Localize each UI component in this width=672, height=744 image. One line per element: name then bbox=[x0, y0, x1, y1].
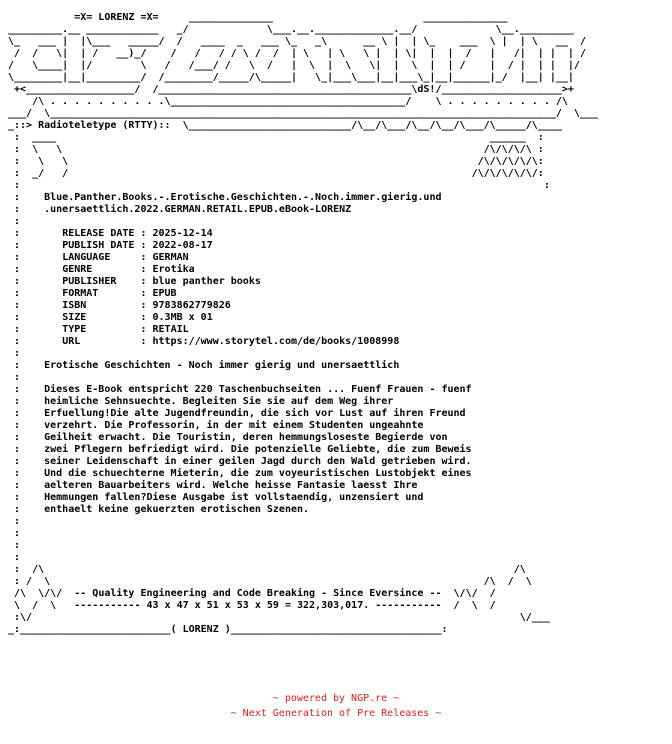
info-key-language: LANGUAGE bbox=[62, 252, 111, 263]
info-value-genre: Erotika bbox=[152, 264, 195, 275]
description-line: zwei Pflegern befriedigt wird. Die potenzielle Geliebte, die zum Beweis bbox=[44, 444, 472, 455]
info-value-format: EPUB bbox=[152, 288, 177, 299]
description-line: Dieses E-Book entspricht 220 Taschenbuchseiten ... Fuenf Frauen - fuenf bbox=[44, 384, 472, 395]
book-title: Erotische Geschichten - Noch immer gierig und unersaettlich bbox=[44, 360, 400, 371]
release-name-line-1: Blue.Panther.Books.-.Erotische.Geschichten.-.Noch.immer.gierig.und bbox=[44, 192, 442, 203]
signature: ( LORENZ ) bbox=[170, 624, 231, 635]
info-key-genre: GENRE bbox=[62, 264, 93, 275]
description-line: verzehrt. Die Professorin, in der mit einem Studenten ungeahnte bbox=[44, 420, 424, 431]
equation: ----------- 43 x 47 x 51 x 53 x 59 = 322,303,017. ----------- bbox=[74, 600, 442, 611]
info-value-isbn: 9783862779826 bbox=[152, 300, 231, 311]
info-key-url: URL bbox=[62, 336, 81, 347]
info-value-language: GERMAN bbox=[152, 252, 189, 263]
info-value-publisher: blue panther books bbox=[152, 276, 261, 287]
tagline: -- Quality Engineering and Code Breaking - Since Eversince -- bbox=[74, 588, 442, 599]
footer-tagline: ~ Next Generation of Pre Releases ~ bbox=[230, 708, 442, 719]
description-line: seiner Leidenschaft in einer geilen Jagd durch den Wald getrieben wird. bbox=[44, 456, 472, 467]
info-key-release-date: RELEASE DATE bbox=[62, 228, 135, 239]
info-key-type: TYPE bbox=[62, 324, 87, 335]
section-title: _::> Radioteletype (RTTY):: bbox=[8, 120, 171, 131]
info-key-isbn: ISBN bbox=[62, 300, 87, 311]
description-line: Erfuellung!Die alte Jugendfreundin, die sich vor Lust auf ihren Freund bbox=[44, 408, 466, 419]
info-key-publisher: PUBLISHER bbox=[62, 276, 117, 287]
ascii-art-banner: =X= LORENZ =X= ______________ ______________ _________.__ ____________ _/ \___.__._____________.__/ \__._________ \_ ___ | |\___ _____/ / ____ _ ___ \_ _\ __ \ | | \_ ___ \ | | \ __ / / / \| | / __)_/ / / / / \ / / | \ | \ \ | | \| | | / | /| | | | / / \____| |/ \ / /___/ / \ / | \ | \ \| | \ | | / | / | | | |/ \________|__|_________/ /________/_____/\_____| \_|___\___|__|___\_|__|______|_/ |__| |__| +<__________________/ /__________________________________________\dS!/____________________>+ /\ . . . . . . . . . .\_______________________________________/ \ . . . . . . . . . /\ ___/ \____________________________________________________________________________________/ \___ bbox=[8, 12, 599, 119]
info-value-type: RETAIL bbox=[152, 324, 189, 335]
nfo-document: =X= LORENZ =X= ______________ ______________ _________.__ ____________ _/ \___.__._____________.__/ \__._________ \_ ___ | |\___ _____/ / ____ _ ___ \_ _\ __ \ | | \_ ___ \ | | \ __ / / / \| | / __)_/ / / / / \ / / | \ | \ \ | | \| | | / | /| | | | / / \____| |/ \ / /___/ / \ / | \ | \ \| | \ | | / | / | | | |/ \________|__|_________/ /________/_____/\_____| \_|___\___|__|___\_|__|______|_/ |__| |__| +<__________________/ /__________________________________________\dS!/____________________>+ /\ . . . . . . . . . .\_______________________________________/ \ . . . . . . . . . /\ ___/ \____________________________________________________________________________________/ \___ _::> Radioteletype (RTTY):: \___________________________/\__/\___/\__/\__/\___/\_____/\____ : ____ ______ : : \ \ /\/\/\/\ : : \ \ /\/\/\/\/\: : _/ / /\/\/\/\/\/: : : : Blue.Panther.Books.-.Erotische.Geschichten.-.Noch.immer.gierig.und : .unersaettlich.2022.GERMAN.RETAIL.EPUB.eBook-LORENZ : : RELEASE DATE : 2025-12-14 : PUBLISH DATE : 2022-08-17 : LANGUAGE : GERMAN : GENRE : Erotika : PUBLISHER : blue panther books : FORMAT : EPUB : ISBN : 9783862779826 : SIZE : 0.3MB x 01 : TYPE : RETAIL : URL : https://www.storytel.com/de/books/1008998 : : Erotische Geschichten - Noch immer gierig und unersaettlich : : Dieses E-Book entspricht 220 Taschenbuchseiten ... Fuenf Frauen - fuenf : heimliche Sehnsuechte. Begleiten Sie sie auf dem Weg ihrer : Erfuellung!Die alte Jugendfreundin, die sich vor Lust auf ihren Freund : verzehrt. Die Professorin, in der mit einem Studenten ungeahnte : Geilheit erwacht. Die Touristin, deren hemmungsloseste Begierde von : zwei Pflegern befriedigt wird. Die potenzielle Geliebte, die zum Beweis : seiner Leidenschaft in einer geilen Jagd durch den Wald getrieben wird. : Und die schuechterne Mieterin, die zum voyeuristischen Lustobjekt eines : aelteren Bauarbeiters wird. Welche heisse Fantasie laesst Ihre : Hemmungen fallen?Diese Ausgabe ist vollstaendig, unzensiert und : enthaelt keine gekuerzten erotischen Szenen. : : : : : /\ /\ : / \ /\ / \ /\ \/\/ -- Quality Engineering and Code Breaking - Since Eversince -- \/\/ / \ / \ ----------- 43 x 47 x 51 x 53 x 59 = 322,303,017. ----------- / \ / :\/ \/___ _:_________________________( LORENZ )___________________________________: bbox=[8, 12, 599, 635]
release-name-line-2: .unersaettlich.2022.GERMAN.RETAIL.EPUB.eBook-LORENZ bbox=[44, 204, 352, 215]
info-value-release-date: 2025-12-14 bbox=[152, 228, 213, 239]
description-line: Und die schuechterne Mieterin, die zum voyeuristischen Lustobjekt eines bbox=[44, 468, 472, 479]
description-line: aelteren Bauarbeiters wird. Welche heisse Fantasie laesst Ihre bbox=[44, 480, 418, 491]
description-line: enthaelt keine gekuerzten erotischen Szenen. bbox=[44, 504, 310, 515]
description-line: heimliche Sehnsuechte. Begleiten Sie sie auf dem Weg ihrer bbox=[44, 396, 394, 407]
info-value-publish-date: 2022-08-17 bbox=[152, 240, 213, 251]
info-key-publish-date: PUBLISH DATE bbox=[62, 240, 135, 251]
description-line: Hemmungen fallen?Diese Ausgabe ist vollstaendig, unzensiert und bbox=[44, 492, 424, 503]
info-key-format: FORMAT bbox=[62, 288, 99, 299]
info-value-url: https://www.storytel.com/de/books/1008998 bbox=[152, 336, 400, 347]
info-value-size: 0.3MB x 01 bbox=[152, 312, 213, 323]
info-key-size: SIZE bbox=[62, 312, 87, 323]
footer-powered-by: ~ powered by NGP.re ~ bbox=[272, 693, 400, 704]
description-line: Geilheit erwacht. Die Touristin, deren hemmungsloseste Begierde von bbox=[44, 432, 448, 443]
